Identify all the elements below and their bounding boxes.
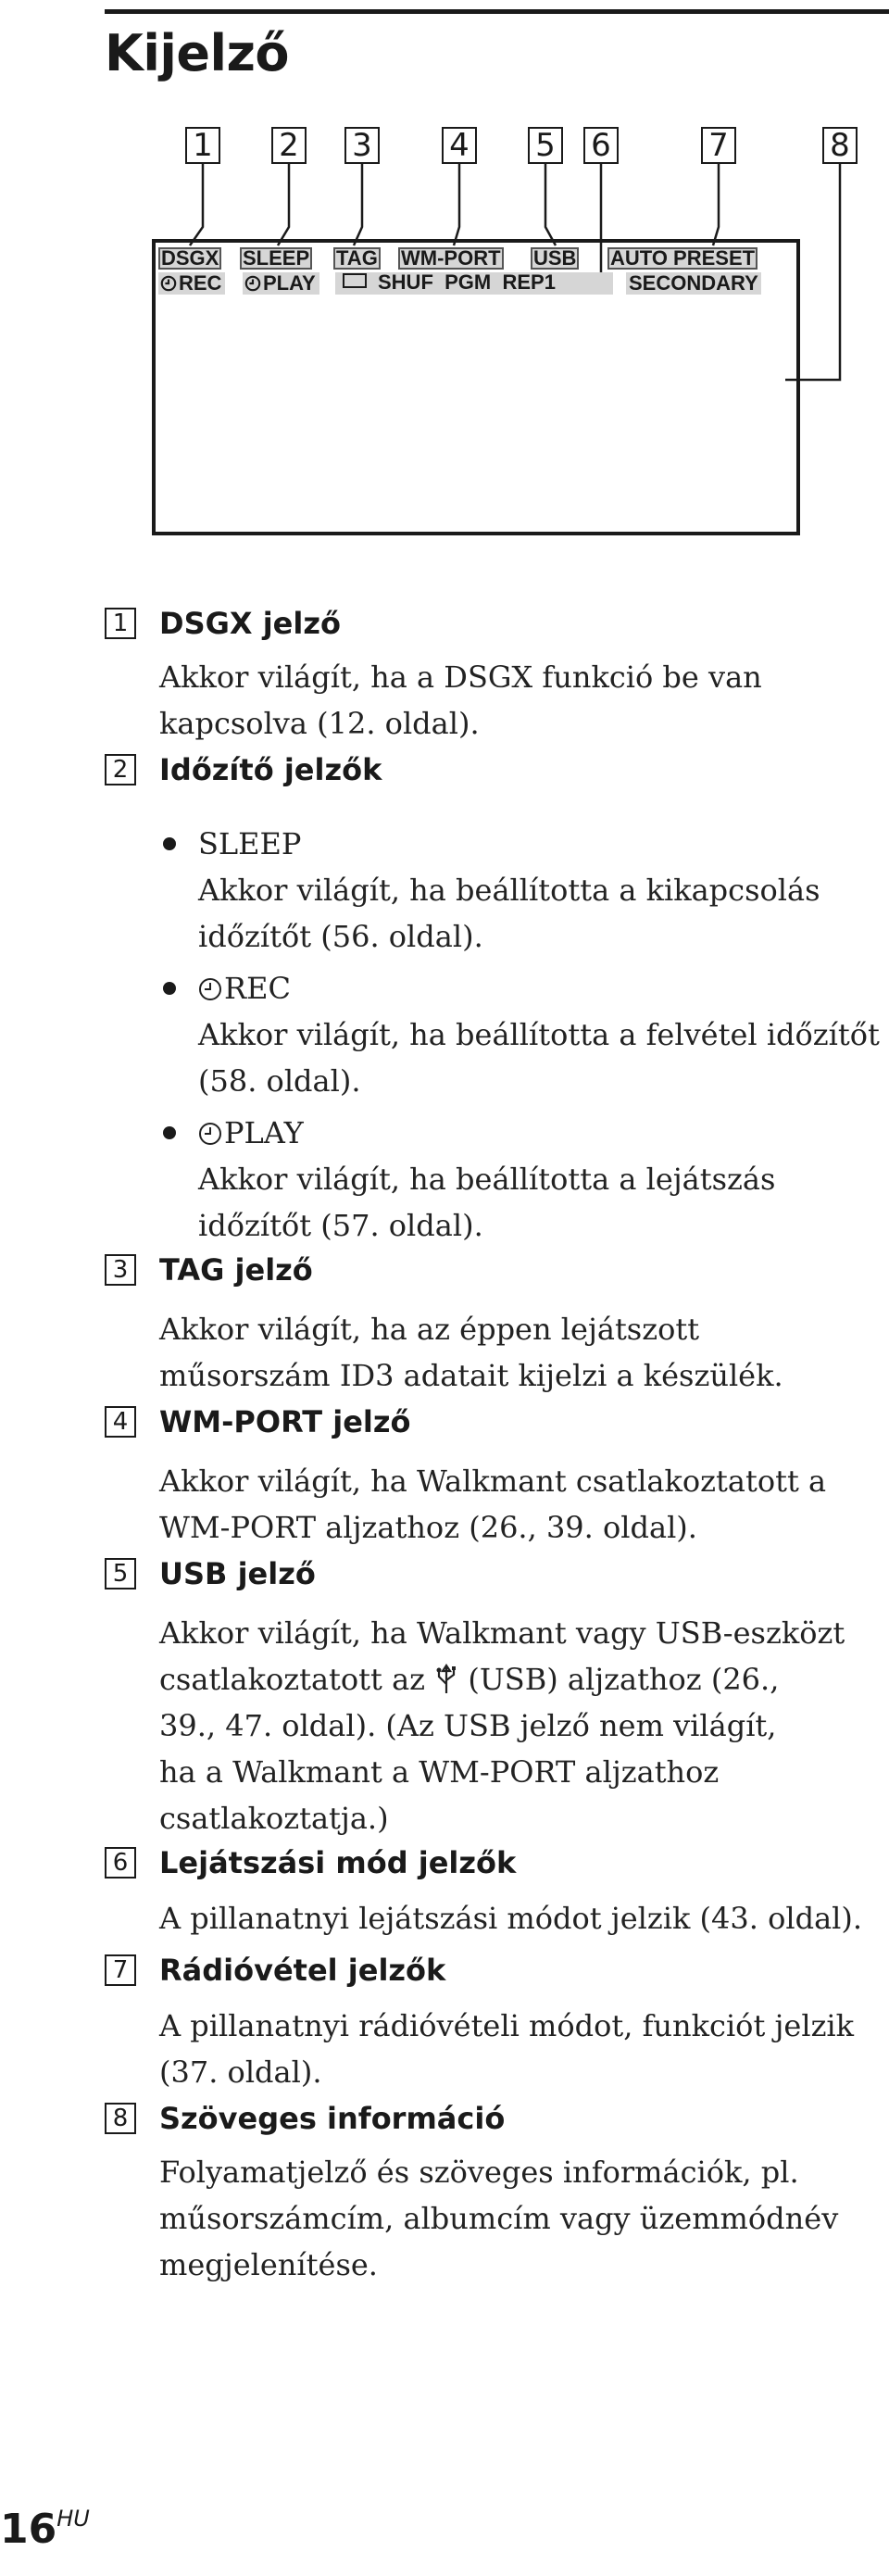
indicator-rep1: REP1	[502, 270, 556, 294]
bullet-text-sleep-b: időzítőt (56. oldal).	[198, 919, 483, 954]
section-heading-8: Szöveges információ	[159, 2101, 506, 2136]
section-heading-4: WM-PORT jelző	[159, 1404, 411, 1439]
section-text-3b: műsorszám ID3 adatait kijelzi a készülék.	[159, 1358, 783, 1393]
section-number-1: 1	[105, 608, 136, 639]
bullet-dot	[163, 1126, 176, 1139]
page-number-value: 16	[0, 2506, 57, 2553]
indicator-tag: TAG	[333, 247, 381, 270]
bullet-text-play-b: időzítőt (57. oldal).	[198, 1208, 483, 1243]
indicator-play-timer	[243, 272, 319, 295]
indicator-wm-port: WM-PORT	[398, 247, 504, 270]
section-text-7b: (37. oldal).	[159, 2055, 322, 2090]
bullet-rec	[198, 965, 883, 1012]
indicator-pgm: PGM	[444, 270, 492, 294]
section-text-8b: műsorszámcím, albumcím vagy üzemmódnév	[159, 2201, 839, 2236]
usb-icon	[434, 1664, 458, 1695]
callout-3: 3	[344, 127, 380, 164]
bullet-dot	[163, 982, 176, 995]
section-text-5d: ha a Walkmant a WM-PORT aljzathoz	[159, 1754, 720, 1790]
indicator-usb: USB	[531, 247, 579, 270]
indicator-rec-label: REC	[179, 271, 222, 295]
callout-1: 1	[185, 127, 220, 164]
section-heading-2: Időzítő jelzők	[159, 752, 382, 787]
callout-8: 8	[822, 127, 858, 164]
bullet-label-play: PLAY	[224, 1115, 304, 1150]
bullet-text-rec-b: (58. oldal).	[198, 1063, 361, 1099]
section-text-5b-start: csatlakoztatott az	[159, 1662, 425, 1697]
section-text-1b: kapcsolva (12. oldal).	[159, 706, 480, 741]
section-text-5c: 39., 47. oldal). (Az USB jelző nem világít,	[159, 1708, 777, 1743]
section-text-7a: A pillanatnyi rádióvételi módot, funkciót jelzik	[159, 2008, 855, 2043]
section-text-5a: Akkor világít, ha Walkmant vagy USB-eszközt	[159, 1615, 845, 1651]
section-text-5b	[159, 1656, 882, 1703]
section-number-8: 8	[105, 2103, 136, 2134]
page-title: Kijelző	[105, 24, 290, 82]
section-number-3: 3	[105, 1254, 136, 1286]
section-text-5e: csatlakoztatja.)	[159, 1801, 389, 1836]
indicator-dsgx: DSGX	[158, 247, 221, 270]
indicator-play-mode-group	[335, 272, 613, 295]
section-text-1a: Akkor világít, ha a DSGX funkció be van	[159, 660, 762, 695]
clock-icon	[198, 1122, 222, 1146]
bullet-dot	[163, 837, 176, 850]
callout-6: 6	[583, 127, 619, 164]
section-text-5b-end: (USB) aljzathoz (26.,	[468, 1662, 780, 1697]
section-text-3a: Akkor világít, ha az éppen lejátszott	[159, 1312, 700, 1347]
section-text-4a: Akkor világít, ha Walkmant csatlakoztatott a	[159, 1464, 827, 1499]
repeat-box-icon	[343, 273, 367, 288]
indicator-sleep: SLEEP	[240, 247, 312, 270]
callout-5: 5	[528, 127, 563, 164]
section-number-7: 7	[105, 1954, 136, 1986]
indicator-secondary: SECONDARY	[626, 272, 761, 295]
indicator-play-label: PLAY	[263, 271, 316, 295]
clock-icon	[198, 977, 222, 1001]
bullet-text-play-a: Akkor világít, ha beállította a lejátszás	[198, 1162, 776, 1197]
section-heading-5: USB jelző	[159, 1556, 316, 1591]
bullet-label-rec: REC	[224, 971, 291, 1006]
section-text-8a: Folyamatjelző és szöveges információk, pl.	[159, 2155, 799, 2190]
bullet-play	[198, 1110, 883, 1156]
indicator-auto-preset: AUTO PRESET	[607, 247, 758, 270]
clock-icon	[160, 275, 177, 292]
section-number-4: 4	[105, 1406, 136, 1438]
bullet-text-sleep-a: Akkor világít, ha beállította a kikapcsolás	[198, 873, 820, 908]
section-heading-1: DSGX jelző	[159, 606, 341, 641]
callout-2: 2	[271, 127, 307, 164]
clock-icon	[244, 275, 261, 292]
callout-7: 7	[701, 127, 736, 164]
section-heading-6: Lejátszási mód jelzők	[159, 1845, 517, 1880]
section-text-6a: A pillanatnyi lejátszási módot jelzik (43. oldal).	[159, 1901, 863, 1936]
page-language: HU	[56, 2506, 90, 2532]
indicator-shuf: SHUF	[378, 270, 433, 294]
section-heading-3: TAG jelző	[159, 1252, 313, 1288]
section-text-8c: megjelenítése.	[159, 2247, 378, 2282]
section-number-6: 6	[105, 1847, 136, 1879]
bullet-text-rec-a: Akkor világít, ha beállította a felvétel időzítőt	[198, 1017, 880, 1052]
page-number	[0, 2506, 90, 2553]
section-heading-7: Rádióvétel jelzők	[159, 1953, 446, 1988]
indicator-rec-timer	[158, 272, 225, 295]
section-text-4b: WM-PORT aljzathoz (26., 39. oldal).	[159, 1510, 697, 1545]
callout-4: 4	[442, 127, 477, 164]
section-number-2: 2	[105, 754, 136, 785]
bullet-label-sleep: SLEEP	[198, 826, 302, 861]
section-number-5: 5	[105, 1558, 136, 1590]
